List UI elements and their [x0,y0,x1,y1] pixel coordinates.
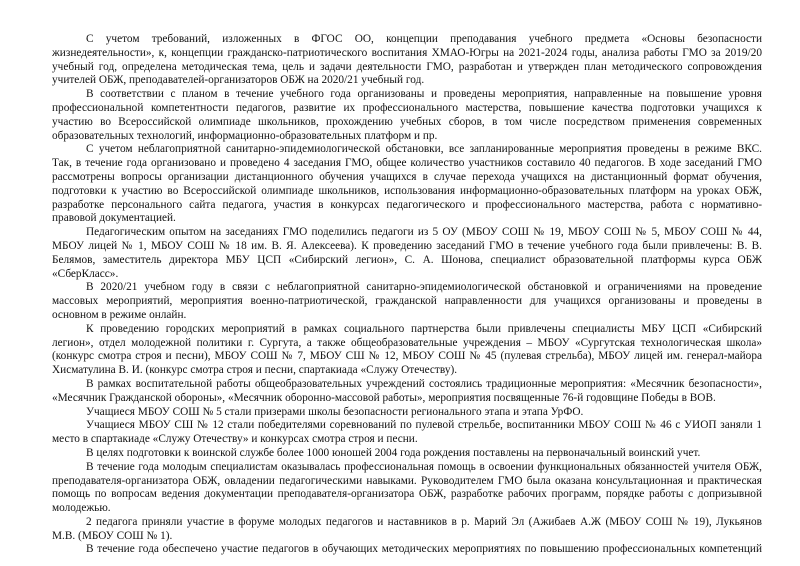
text-line: рассмотрены вопросы организации дистанционного обучения учащихся в случае перехода учащихся на дистанционный формат обучения, [52,170,762,183]
paragraph [52,378,762,406]
text-line: В соответствии с планом в течение учебного года организованы и проведены мероприятия, направленные на повышение уровня [86,88,762,101]
text-line: В течение года обеспечено участие педагогов в обучающих методических мероприятиях по повышению профессиональных компетенций [86,543,762,556]
text-line: подготовки к участию во Всероссийской олимпиаде школьников, использования информационно-образовательных платформ на уроках ОБЖ, [52,184,762,197]
text-line: В целях подготовки к воинской службе более 1000 юношей 2004 года рождения поставлены на первоначальный воинский учет. [86,446,701,459]
text-line: учителей ОБЖ, преподавателей-организаторов ОБЖ на 2020/21 учебный год. [52,74,425,87]
paragraph [52,281,762,322]
paragraph [52,516,762,544]
text-line: место в спартакиаде «Служу Отечеству» и конкурсах смотра строя и песни. [52,433,418,446]
text-line: образовательных технологий, информационно-образовательных платформ и пр. [52,129,438,142]
paragraph [52,419,762,447]
text-line: МБОУ лицей № 1, МБОУ СОШ № 18 им. В. Я. Алексеева). К проведению заседаний ГМО в течение учебного года были привлечены: В. В. [52,239,762,252]
text-line: Хисматулина В. И. (конкурс смотра строя и песни, спартакиада «Служу Отечеству). [52,364,458,377]
text-line: С учетом неблагоприятной санитарно-эпидемиологической обстановки, все запланированные мероприятия проведены в режиме ВКС. [86,143,762,156]
text-line: 2 педагога приняли участие в форуме молодых педагогов и наставников в р. Марий Эл (Ажибаев А.Ж (МБОУ СОШ № 19), Лукьянов [86,515,762,528]
document-page [52,33,762,557]
text-line: В течение года молодым специалистам оказывалась профессиональная помощь в освоении функциональных обязанностей учителя ОБЖ, [86,460,762,473]
text-line: преподавателя-организатора ОБЖ, овладении педагогическими навыками. Руководителем ГМО была оказана консультационная и практическая [52,474,762,487]
paragraph [52,461,762,516]
text-line: (конкурс смотра строя и песни), МБОУ СОШ № 7, МБОУ СШ № 12, МБОУ СОШ № 45 (пулевая стрельба), МБОУ лицей им. генерал-майора [52,350,762,363]
text-line: молодежью. [52,502,111,515]
text-line: С учетом требований, изложенных в ФГОС ОО, концепции преподавания учебного предмета «Основы безопасности [86,33,762,45]
text-line: правовой документацией. [52,212,176,225]
paragraph [52,143,762,226]
text-line: М.В. (МБОУ СОШ № 1). [52,529,173,542]
paragraph [52,447,762,461]
text-line: жизнедеятельности», к, концепции гражданско-патриотического воспитания ХМАО-Югры на 2021-2024 годы, анализа работы ГМО за 2019/20 [52,46,762,59]
text-line: основном в режиме онлайн. [52,308,187,321]
text-line: участию во Всероссийской олимпиаде школьников, прохождению учебных сборов, в том числе посредством применения современных [52,115,762,128]
paragraph [52,226,762,281]
text-line: массовых мероприятий, мероприятия военно-патриотической, гражданской направленности для учащихся организованы и проведены в [52,295,762,308]
text-line: учебный год, определена методическая тема, цель и задачи деятельности ГМО, разработан и утвержден план методического сопровождения [52,60,762,73]
text-line: В 2020/21 учебном году в связи с неблагоприятной санитарно-эпидемиологической обстановкой и ограничениями на проведение [86,281,762,294]
paragraph [52,323,762,378]
text-line: Учащиеся МБОУ СОШ № 5 стали призерами школы безопасности регионального этапа и этапа УрФО. [86,405,584,418]
text-line: Так, в течение года организовано и проведено 4 заседания ГМО, общее количество участников составило 40 педагогов. В ходе заседаний ГМО [52,157,762,170]
text-line: помощь по вопросам ведения документации преподавателя-организатора ОБЖ, разработке рабочих программ, порядке работы с допризывной [52,488,762,501]
text-line: разработке персонального сайта педагога, участия в конкурсах педагогического и профессионального мастерства, работа с нормативно- [52,198,762,211]
paragraph [52,88,762,143]
text-line: Белямов, заместитель директора МБУ ЦСП «Сибирский легион», С. А. Шонова, специалист образовательной платформы курса ОБЖ [52,253,762,266]
text-line: «Месячник Гражданской обороны», «Месячник оборонно-массовой работы», мероприятия посвященные 76-й годовщине Победы в ВОВ. [52,391,716,404]
paragraph [52,406,762,420]
paragraph [52,33,762,88]
paragraph [52,543,762,557]
text-line: К проведению городских мероприятий в рамках социального партнерства были привлечены специалисты МБУ ЦСП «Сибирский [86,322,762,335]
text-line: профессиональной компетентности педагогов, развитие их профессионального мастерства, повышение качества подготовки учащихся к [52,101,762,114]
text-line: Педагогическим опытом на заседаниях ГМО поделились педагоги из 5 ОУ (МБОУ СОШ № 19, МБОУ СОШ № 5, МБОУ СОШ № 44, [86,226,762,239]
text-line: легион», отдел молодежной политики г. Сургута, а также общеобразовательные учреждения – МБОУ «Сургутская технологическая школа» [52,336,762,349]
text-line: «СберКласс». [52,267,119,280]
text-line: Учащиеся МБОУ СШ № 12 стали победителями соревнований по пулевой стрельбе, воспитанники МБОУ СОШ № 46 с УИОП заняли 1 [86,419,762,432]
text-line: В рамках воспитательной работы общеобразовательных учреждений состоялись традиционные мероприятия: «Месячник безопасности», [86,377,762,390]
